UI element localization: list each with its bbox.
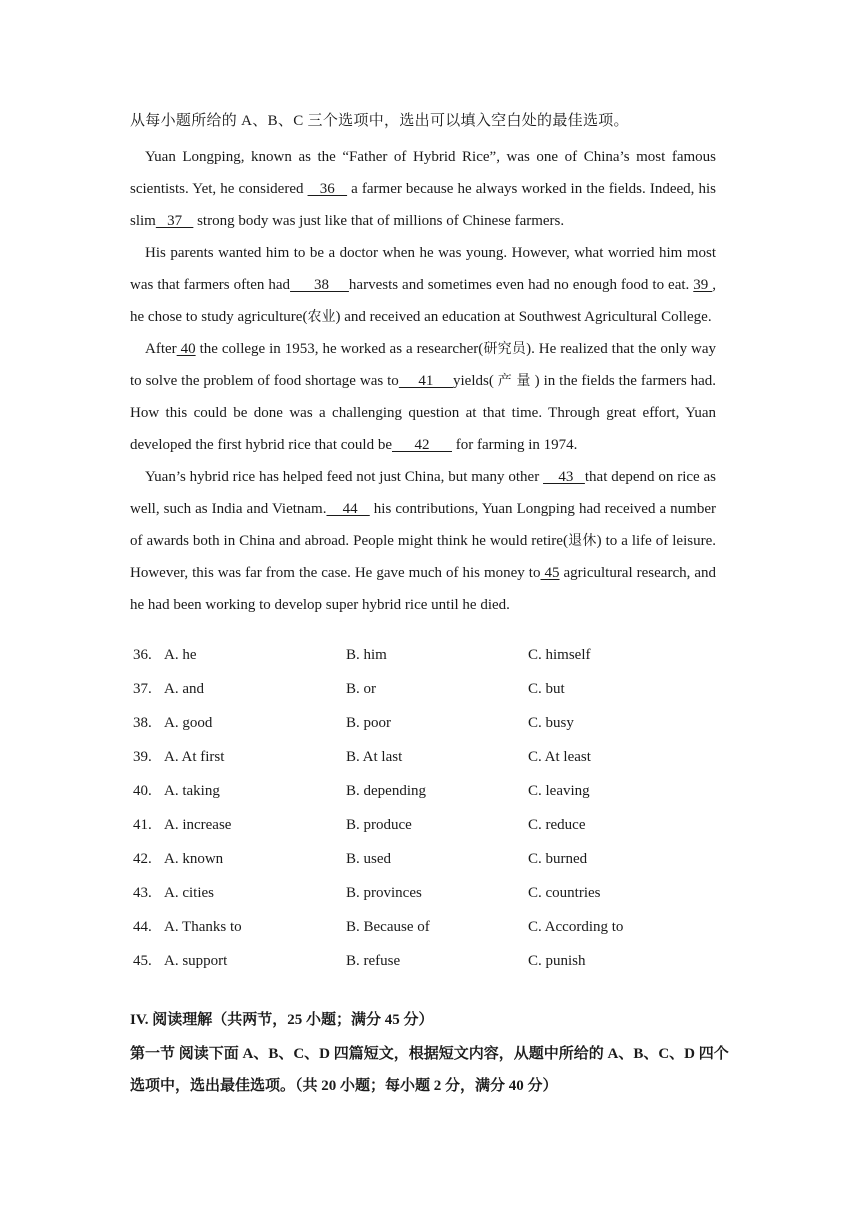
- text: harvests and sometimes even had no enough food to eat.: [348, 277, 694, 293]
- text: a farmer because he always worked in the fields. Indeed, his slim: [130, 181, 716, 229]
- section-instruction: 第一节 阅读下面 A、B、C、D 四篇短文，根据短文内容，从题中所给的 A、B、C、D 四个选项中，选出最佳选项。（共 20 小题；每小题 2 分，满分 40 分）: [130, 1046, 729, 1094]
- question-number: 40.: [133, 783, 152, 799]
- text: Yuan’s hybrid rice has helped feed not just China, but many other: [145, 469, 544, 485]
- option-b: B. provinces: [346, 885, 422, 901]
- blank-41: 41: [398, 373, 454, 389]
- question-row: [130, 672, 730, 706]
- question-row: [130, 842, 730, 876]
- text: ) to a life of leisure. However, this was far from the case. He gave much of his money to: [130, 533, 716, 581]
- question-row: [130, 944, 730, 978]
- question-row: [130, 740, 730, 774]
- option-c: C. busy: [528, 715, 574, 731]
- blank-42: 42: [392, 437, 452, 453]
- blank-44: 44: [326, 501, 370, 517]
- blank-43: 43: [543, 469, 585, 485]
- option-a: A. known: [164, 851, 224, 867]
- text: yields(: [453, 373, 498, 389]
- question-number: 36.: [133, 647, 152, 663]
- option-c: C. but: [528, 681, 565, 697]
- text: 农业: [307, 309, 336, 325]
- blank-38: 38: [290, 277, 349, 293]
- question-number: 39.: [133, 749, 152, 765]
- question-row: [130, 808, 730, 842]
- text: agricultural research, and he had been working to develop super hybrid rice until he died.: [130, 565, 717, 613]
- text: ) in the fields the farmers had. How this could be done was a challenging question at that time. Through great effort, Yuan developed the first hybrid rice that could be: [130, 373, 717, 453]
- option-b: B. At last: [346, 749, 403, 765]
- question-number: 43.: [133, 885, 152, 901]
- option-c: C. countries: [528, 885, 601, 901]
- question-row: [130, 774, 730, 808]
- answer-options: [130, 638, 730, 978]
- text: the college in 1953, he worked as a researcher(: [195, 341, 484, 357]
- paragraph-4: [130, 461, 716, 621]
- blank-45: 45: [540, 565, 560, 581]
- option-c: C. himself: [528, 647, 591, 663]
- question-number: 42.: [133, 851, 152, 867]
- option-a: A. taking: [164, 783, 220, 799]
- text: that depend on rice as well, such as India and Vietnam.: [130, 469, 717, 517]
- blank-37: 37: [155, 213, 194, 229]
- blank-39: 39: [693, 277, 713, 293]
- cloze-instruction: 从每小题所给的 A、B、C 三个选项中，选出可以填入空白处的最佳选项。: [130, 113, 629, 129]
- blank-40: 40: [176, 341, 196, 357]
- question-row: [130, 638, 730, 672]
- option-b: B. refuse: [346, 953, 401, 969]
- question-row: [130, 876, 730, 910]
- question-row: [130, 910, 730, 944]
- option-b: B. poor: [346, 715, 391, 731]
- option-b: B. produce: [346, 817, 412, 833]
- section-heading: IV. 阅读理解（共两节，25 小题；满分 45 分）: [130, 1012, 434, 1028]
- option-c: C. According to: [528, 919, 624, 935]
- option-c: C. punish: [528, 953, 586, 969]
- option-c: C. At least: [528, 749, 591, 765]
- paragraph-2: [130, 237, 716, 333]
- question-row: [130, 706, 730, 740]
- blank-36: 36: [307, 181, 348, 197]
- option-a: A. increase: [164, 817, 232, 833]
- option-b: B. or: [346, 681, 376, 697]
- text: ). He realized that the only way to solve the problem of food shortage was to: [130, 341, 717, 389]
- text: After: [145, 341, 177, 357]
- question-number: 38.: [133, 715, 152, 731]
- text: Yuan Longping, known as the “Father of Hybrid Rice”, was one of China’s most famous scientists. Yet, he considered: [130, 149, 716, 197]
- text: , he chose to study agriculture(: [130, 277, 717, 325]
- text: 研究员: [483, 341, 527, 357]
- text: ) and received an education at Southwest Agricultural College.: [335, 309, 712, 325]
- paragraph-3: [130, 333, 716, 461]
- text: for farming in 1974.: [452, 437, 578, 453]
- option-a: A. he: [164, 647, 197, 663]
- question-number: 37.: [133, 681, 152, 697]
- option-a: A. Thanks to: [164, 919, 242, 935]
- text: his contributions, Yuan Longping had received a number of awards both in China and abroad. People might think he would retire(: [130, 501, 717, 549]
- option-b: B. Because of: [346, 919, 430, 935]
- option-b: B. depending: [346, 783, 426, 799]
- text: 产 量: [497, 373, 531, 389]
- option-a: A. good: [164, 715, 213, 731]
- text: strong body was just like that of millions of Chinese farmers.: [193, 213, 565, 229]
- question-number: 45.: [133, 953, 152, 969]
- option-a: A. At first: [164, 749, 225, 765]
- text: His parents wanted him to be a doctor when he was young. However, what worried him most was that farmers often had: [130, 245, 716, 293]
- option-c: C. reduce: [528, 817, 586, 833]
- option-c: C. leaving: [528, 783, 590, 799]
- option-a: A. and: [164, 681, 204, 697]
- option-a: A. support: [164, 953, 228, 969]
- cloze-passage: [130, 141, 716, 621]
- question-number: 44.: [133, 919, 152, 935]
- option-a: A. cities: [164, 885, 214, 901]
- option-b: B. him: [346, 647, 387, 663]
- text: 退休: [567, 533, 597, 549]
- option-c: C. burned: [528, 851, 588, 867]
- paragraph-1: [130, 141, 716, 237]
- question-number: 41.: [133, 817, 152, 833]
- option-b: B. used: [346, 851, 391, 867]
